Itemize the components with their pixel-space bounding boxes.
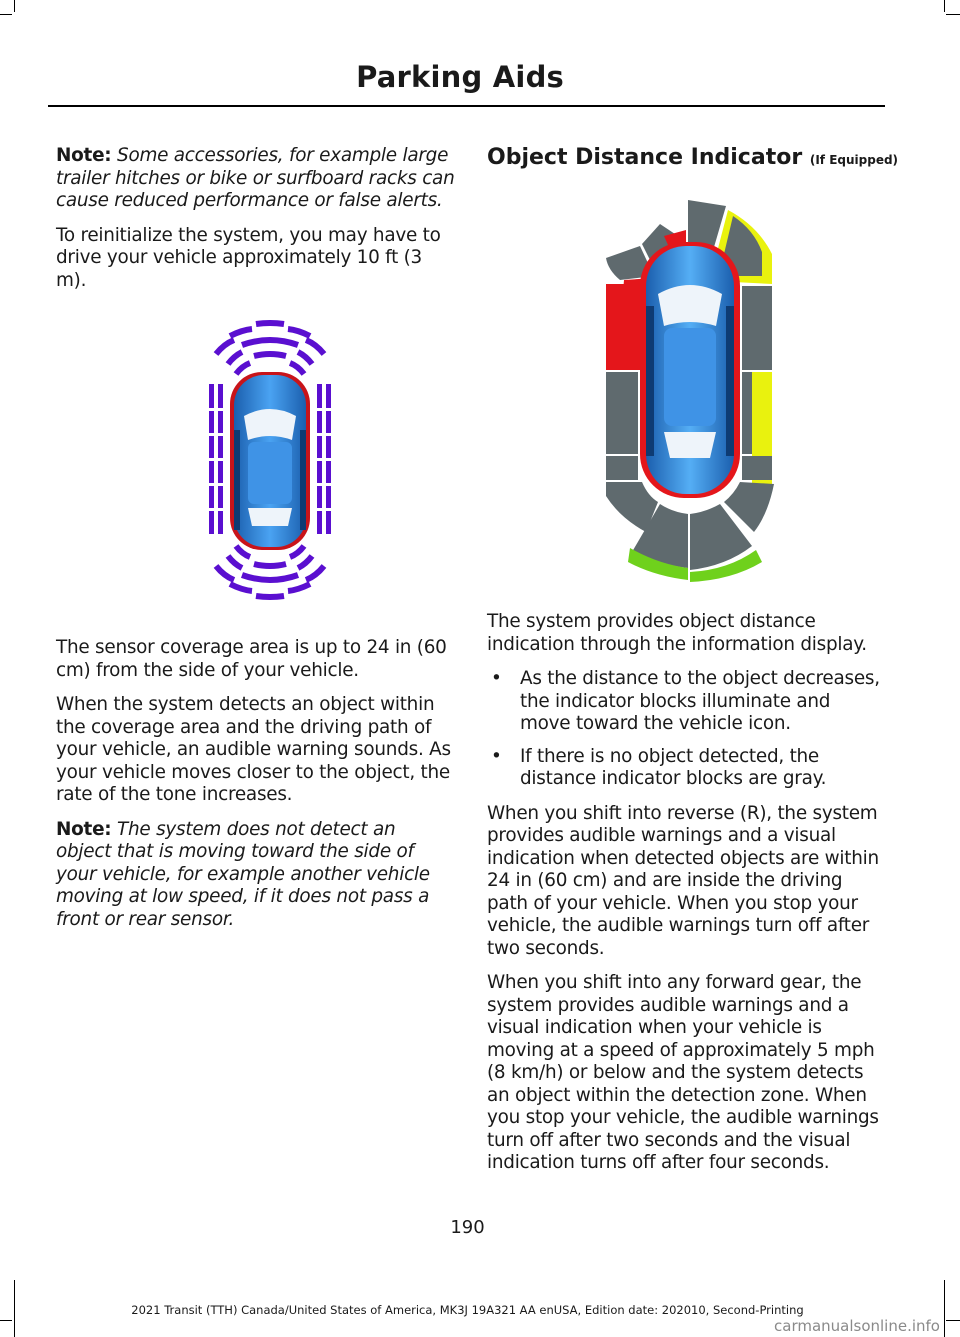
right-column-text bbox=[487, 611, 882, 1187]
section-title bbox=[487, 145, 898, 170]
object-distance-indicator-figure bbox=[602, 196, 780, 582]
section-qualifier: (If Equipped) bbox=[809, 153, 899, 167]
note-label: Note: bbox=[56, 145, 112, 166]
note-side-objects bbox=[56, 819, 456, 932]
bullet-glyph: • bbox=[491, 668, 502, 689]
list-item bbox=[487, 746, 882, 791]
note-accessories bbox=[56, 145, 456, 213]
crop-mark bbox=[0, 1320, 12, 1321]
note-label: Note: bbox=[56, 818, 112, 840]
watermark: carmanualsonline.info bbox=[774, 1317, 940, 1335]
footer-edition: 2021 Transit (TTH) Canada/United States of America, MK3J 19A321 AA enUSA, Edition date: 202010, Second-Printing bbox=[131, 1303, 804, 1317]
indicator-bullet-list bbox=[487, 668, 882, 791]
detection-paragraph: When the system detects an object within the coverage area and the driving path of your vehicle, an audible warning sounds. As your vehicle moves closer to the object, the rate of the tone increases. bbox=[56, 694, 451, 805]
forward-gear-paragraph: When you shift into any forward gear, the system provides audible warnings and a visual indication when your vehicle is moving at a speed of approximately 5 mph (8 km/h) or below and the system detects an object within the detection zone. When you stop your vehicle, the audible warnings turn off after two seconds and the visual indication turns off after four seconds. bbox=[487, 972, 879, 1173]
crop-mark bbox=[946, 14, 960, 15]
note-text: Some accessories, for example large trailer hitches or bike or surfboard racks can cause reduced performance or false alerts. bbox=[56, 145, 455, 211]
sensor-coverage-figure bbox=[190, 312, 350, 608]
reinitialize-paragraph: To reinitialize the system, you may have to drive your vehicle approximately 10 ft (3 m). bbox=[56, 224, 441, 291]
section-title-text: Object Distance Indicator bbox=[487, 145, 803, 170]
indicator-paragraph: The system provides object distance indication through the information display. bbox=[487, 611, 867, 655]
page-number: 190 bbox=[450, 1217, 485, 1238]
left-column-bottom bbox=[56, 637, 456, 943]
crop-mark bbox=[944, 1280, 945, 1337]
vehicle-icon bbox=[640, 242, 740, 498]
crop-mark bbox=[14, 0, 15, 12]
crop-mark bbox=[0, 14, 12, 15]
vehicle-icon bbox=[230, 372, 310, 550]
list-item bbox=[487, 668, 882, 736]
bullet-glyph: • bbox=[491, 745, 502, 767]
bullet-text: If there is no object detected, the distance indicator blocks are gray. bbox=[520, 745, 827, 789]
left-column-top bbox=[56, 145, 456, 304]
note-text: The system does not detect an object that is moving toward the side of your vehicle, for example another vehicle moving at low speed, if it does not pass a front or rear sensor. bbox=[56, 818, 430, 930]
crop-mark bbox=[946, 1320, 960, 1321]
reverse-gear-paragraph: When you shift into reverse (R), the system provides audible warnings and a visual indication when detected objects are within 24 in (60 cm) and are inside the driving path of your vehicle. When you stop your vehicle, the audible warnings turn off after two seconds. bbox=[487, 802, 879, 959]
page-title: Parking Aids bbox=[356, 60, 564, 94]
bullet-text: As the distance to the object decreases, the indicator blocks illuminate and move toward the vehicle icon. bbox=[520, 668, 880, 734]
coverage-paragraph: The sensor coverage area is up to 24 in (60 cm) from the side of your vehicle. bbox=[56, 637, 447, 681]
crop-mark bbox=[944, 0, 945, 12]
header-rule bbox=[48, 105, 885, 107]
